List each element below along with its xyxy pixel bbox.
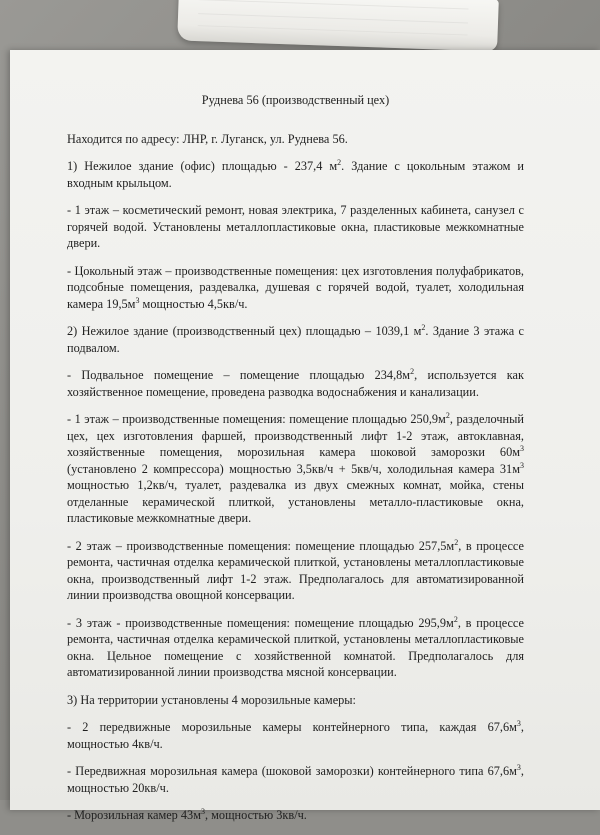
paragraph-office-basement: - Цокольный этаж – производственные помещения: цех изготовления полуфабрикатов, подсобные помещения, раздевалка, душевая с горячей водой, туалет, холодильная камера $19,5м^3$ мощностью 4,5кв/ч.: [67, 263, 524, 311]
paragraph-production-floor-3: - 3 этаж - производственные помещения: помещение площадью $295,9м^2$, в процессе ремонта, частичная отделка керамической плиткой, установлены металлопластиковые окна. Цельное помещение с хозяйственной комнатой. Предполагалось для автоматизированной линии производства мясной консервации.: [67, 614, 525, 679]
document-title: Руднева 56 (производственный цех): [201, 93, 390, 107]
paragraph-freezers-mobile: - 2 передвижные морозильные камеры контейнерного типа, каждая $67,6м^3$, мощностью 4кв/ч.: [67, 718, 524, 751]
paragraph-production-building: 2) Нежилое здание (производственный цех) площадью – 1039,1 $м^2$. Здание 3 этажа с подвалом.: [67, 322, 524, 355]
paragraph-production-floor-1: - 1 этаж – производственные помещения: помещение площадью $250,9м^2$, разделочный цех, цех изготовления фаршей, производственный лифт 1-2 этаж, автоклавная, хозяйственные помещения, морозильная камера шоковой заморозки $60м^3$ (установлено 2 компрессора) мощностью 3,5кв/ч + 5кв/ч, холодильная камера $31м^3$ мощностью 1,2кв/ч, туалет, раздевалка из двух смежных комнат, мойка, стены отделанные керамической плиткой, установлены металло-пластиковые окна, пластиковые межкомнатные двери.: [67, 410, 524, 525]
paragraph-production-floor-2: - 2 этаж – производственные помещения: помещение площадью $257,5м^2$, в процессе ремонта, частичная отделка керамической плиткой, установлены металлопластиковые окна, производственный лифт 1-2 этаж. Предполагалось для автоматизированной линии производства овощной консервации.: [67, 537, 524, 602]
paragraph-freezer-shock: - Передвижная морозильная камера (шоковой заморозки) контейнерного типа $67,6м^3$, мощностью 20кв/ч.: [67, 762, 524, 795]
paragraph-office-building: 1) Нежилое здание (офис) площадью - 237,4 $м^2$. Здание с цокольным этажом и входным крыльцом.: [67, 157, 524, 190]
document-body: [67, 92, 524, 835]
paragraph-freezers-heading: 3) На территории установлены 4 морозильные камеры:: [67, 692, 356, 707]
address-line: Находится по адресу: ЛНР, г. Луганск, ул. Руднева 56.: [67, 131, 348, 146]
paragraph-office-floor-1: - 1 этаж – косметический ремонт, новая электрика, 7 разделенных кабинета, санузел с горячей водой. Установлены металлопластиковые окна, пластиковые межкомнатные двери.: [67, 203, 524, 250]
paragraph-cellar: - Подвальное помещение – помещение площадью $234,8м^2$, используется как хозяйственное помещение, проведена разводка водоснабжения и канализации.: [67, 366, 524, 399]
paragraph-freezer-small: - Морозильная камер $43м^3$, мощностью 3кв/ч.: [67, 806, 307, 822]
